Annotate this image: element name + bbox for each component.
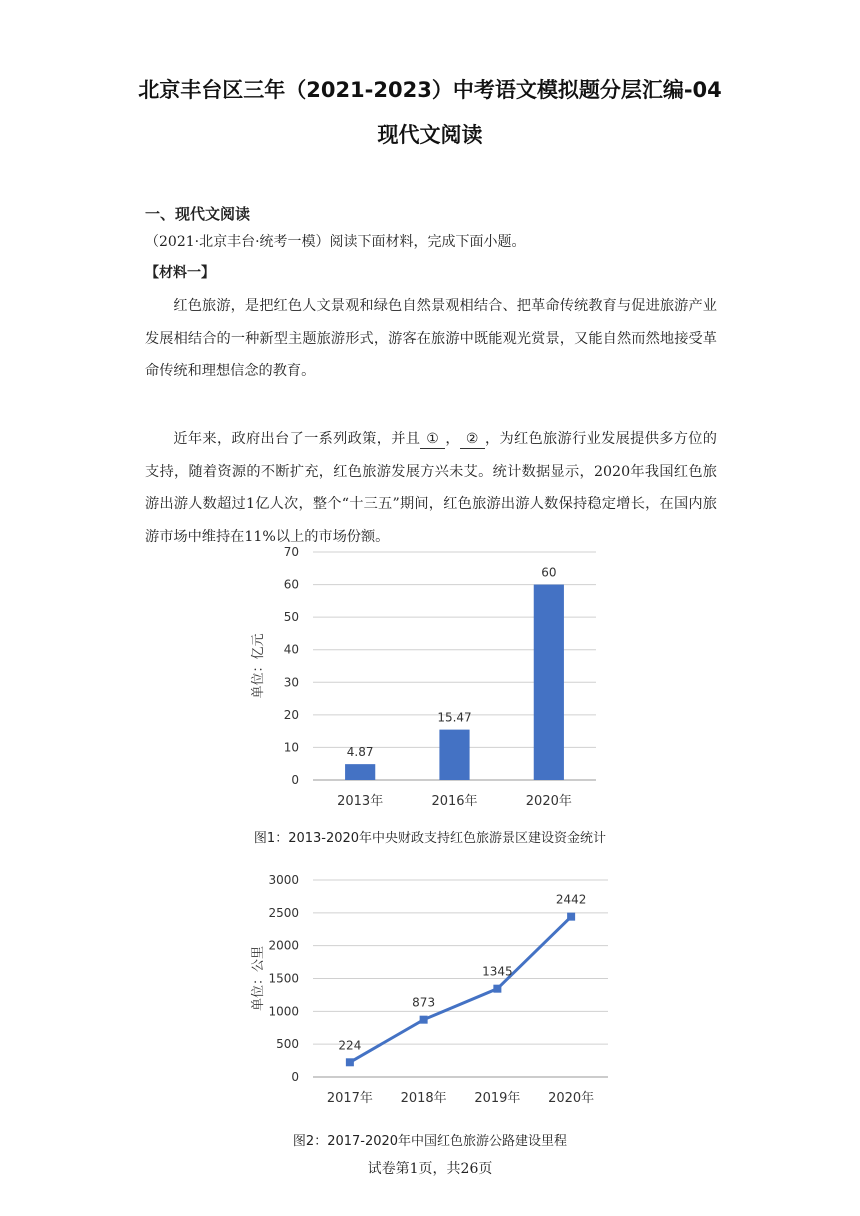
x-tick-label: 2020年	[525, 794, 572, 809]
y-tick-label: 10	[283, 740, 299, 755]
document-title-line1: 北京丰台区三年（2021-2023）中考语文模拟题分层汇编-04	[138, 78, 722, 102]
paragraph-2-after: ，为红色旅游行业发展提供多方位的支持，随着资源的不断扩充，红色旅游发展方兴未艾。统计数据显示，2020年我国红色旅游出游人数超过1亿人次，整个“十三五”期间，红色旅游出游人数保持稳定增长，在国内旅游市场中维持在11%以上的市场份额。	[145, 431, 717, 545]
x-tick-label: 2016年	[431, 794, 478, 809]
section-heading: 一、现代文阅读	[145, 205, 251, 223]
data-label: 224	[338, 1038, 362, 1053]
series-line	[350, 917, 571, 1063]
x-tick-label: 2020年	[548, 1091, 595, 1106]
y-tick-label: 3000	[268, 873, 299, 887]
y-tick-label: 2000	[268, 938, 299, 953]
document-title-line2: 现代文阅读	[377, 123, 483, 147]
y-tick-label: 40	[283, 642, 299, 657]
y-tick-label: 30	[283, 675, 299, 690]
data-point	[420, 1016, 428, 1024]
y-tick-label: 1000	[268, 1004, 299, 1019]
y-tick-label: 2500	[268, 905, 299, 920]
y-tick-label: 0	[291, 1070, 299, 1084]
bar	[439, 730, 469, 780]
chart1-caption: 图1：2013-2020年中央财政支持红色旅游景区建设资金统计	[253, 831, 607, 846]
material-label: 【材料一】	[145, 265, 215, 281]
data-label: 15.47	[437, 710, 472, 725]
blank-1: ①	[420, 430, 445, 449]
y-tick-label: 50	[283, 610, 299, 625]
y-axis-label: 单位：亿元	[251, 633, 266, 699]
paragraph-2-sep: ，	[445, 431, 460, 447]
bar	[345, 764, 375, 780]
data-label: 4.87	[346, 745, 374, 760]
line-chart-road-mileage	[240, 866, 630, 1116]
y-tick-label: 70	[283, 545, 299, 559]
y-tick-label: 0	[291, 773, 299, 787]
data-label: 873	[412, 995, 436, 1010]
bar-chart-funding	[240, 538, 620, 818]
y-tick-label: 1500	[268, 971, 299, 986]
data-label: 2442	[555, 892, 587, 907]
x-tick-label: 2019年	[474, 1091, 521, 1106]
y-tick-label: 500	[276, 1037, 299, 1052]
page-footer: 试卷第1页，共26页	[367, 1161, 493, 1177]
source-line: （2021·北京丰台·统考一模）阅读下面材料，完成下面小题。	[145, 234, 526, 250]
data-label: 1345	[482, 964, 513, 979]
data-point	[493, 985, 501, 993]
data-label: 60	[541, 565, 557, 580]
y-axis-label: 单位：公里	[251, 945, 266, 1012]
chart2-caption: 图2：2017-2020年中国红色旅游公路建设里程	[292, 1134, 568, 1149]
data-point	[346, 1058, 354, 1066]
y-tick-label: 20	[283, 707, 299, 722]
blank-2: ②	[460, 430, 485, 449]
paragraph-1: 红色旅游，是把红色人文景观和绿色自然景观相结合、把革命传统教育与促进旅游产业发展相结合的一种新型主题旅游形式，游客在旅游中既能观光赏景，又能自然而然地接受革命传统和理想信念的教育。	[145, 298, 717, 379]
data-point	[567, 913, 575, 921]
x-tick-label: 2018年	[400, 1091, 447, 1106]
y-tick-label: 60	[283, 577, 299, 592]
bar	[534, 585, 564, 780]
x-tick-label: 2013年	[337, 794, 384, 809]
paragraph-2	[145, 423, 717, 553]
x-tick-label: 2017年	[326, 1091, 373, 1106]
paragraph-2-before: 近年来，政府出台了一系列政策，并且	[173, 431, 421, 447]
